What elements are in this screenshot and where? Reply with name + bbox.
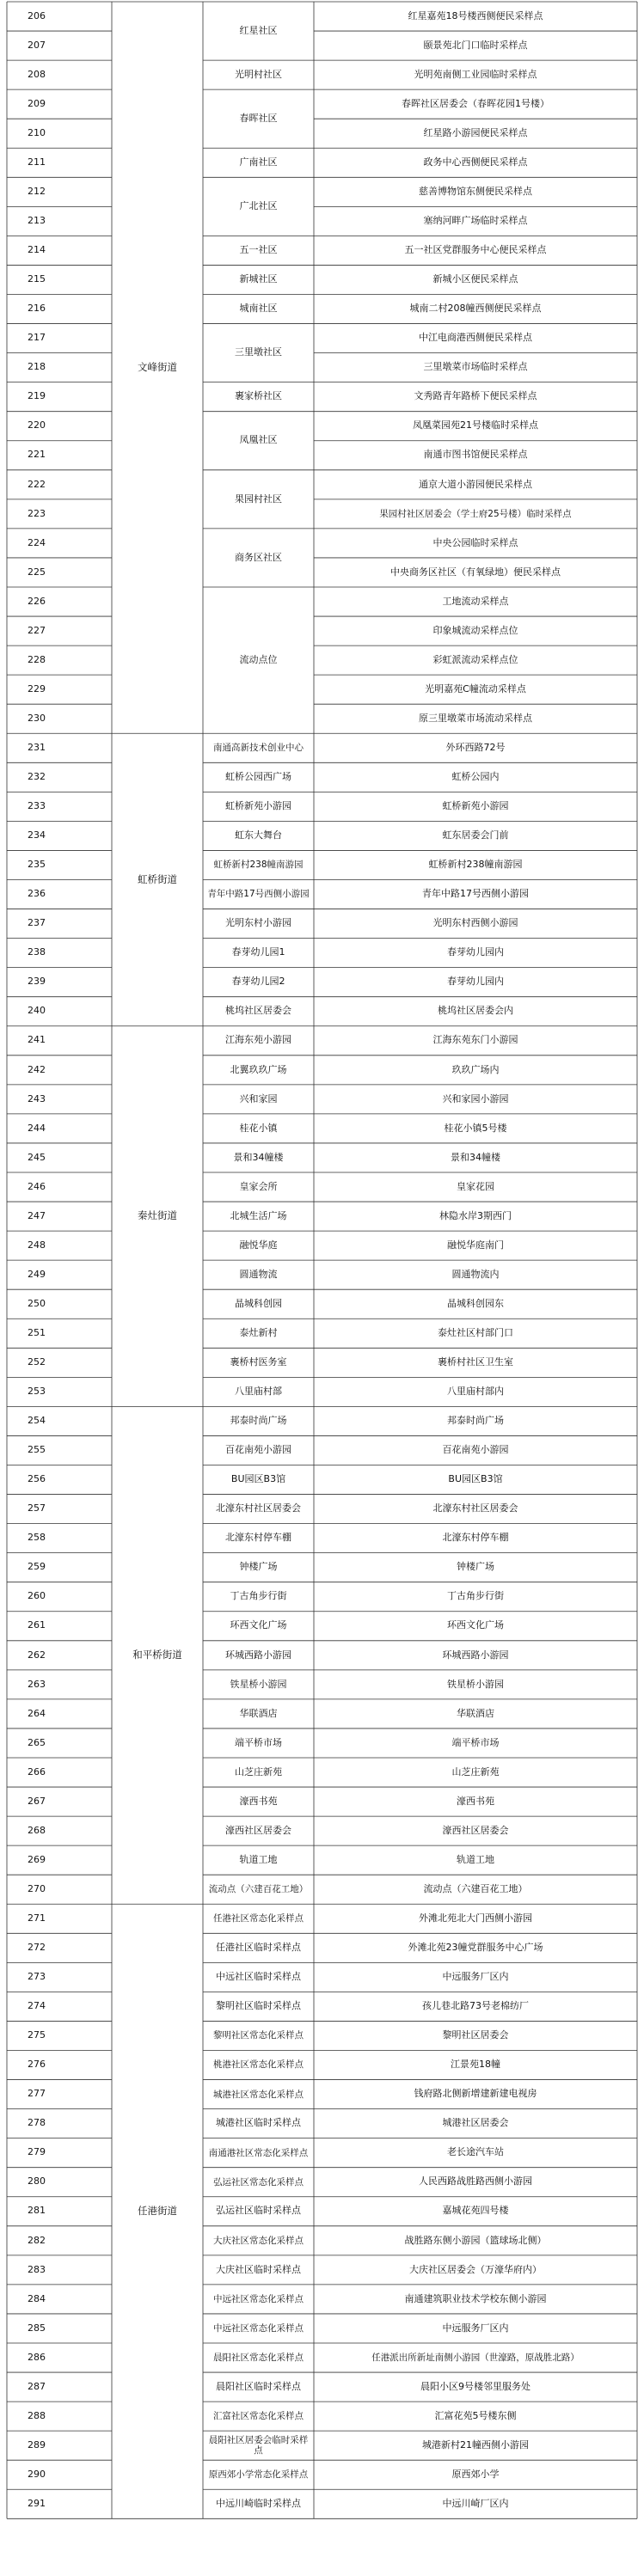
- site-address: 南通市图书馆便民采样点: [423, 449, 528, 461]
- community-name: 任港社区常态化采样点: [213, 1913, 304, 1924]
- street-name: 虹桥街道: [138, 872, 177, 885]
- community-name: 晨阳社区临时采样点: [216, 2380, 301, 2392]
- row-number: 262: [28, 1649, 46, 1661]
- row-number: 269: [28, 1853, 46, 1865]
- community-name: 广南社区: [239, 156, 278, 168]
- community-name: 裹桥村医务室: [230, 1356, 287, 1368]
- community-name: 晶城科创园: [235, 1297, 282, 1309]
- row-number: 287: [28, 2380, 46, 2392]
- row-number: 234: [28, 829, 46, 841]
- row-number: 233: [28, 800, 46, 812]
- community-name: 环西文化广场: [230, 1619, 287, 1631]
- site-address: 玖玖广场内: [451, 1063, 500, 1075]
- site-address: 晶城科创园东: [447, 1297, 504, 1309]
- site-address: 光明苑南侧工业园临时采样点: [414, 68, 537, 80]
- site-address: 桃坞社区居委会内: [438, 1005, 513, 1017]
- row-number: 283: [28, 2263, 46, 2275]
- community-name: 皇家会所: [239, 1180, 278, 1192]
- site-address: 皇家花园: [457, 1180, 494, 1192]
- community-name: 晨阳社区居委会临时采样点: [208, 2435, 309, 2457]
- row-number: 221: [28, 449, 46, 461]
- row-number: 247: [28, 1209, 46, 1221]
- site-address: 华联酒店: [457, 1707, 494, 1719]
- community-name: 环城西路小游园: [225, 1649, 291, 1661]
- community-name: 广北社区: [239, 200, 278, 212]
- row-number: 249: [28, 1268, 46, 1280]
- site-address: 江海东苑东门小游园: [432, 1034, 518, 1046]
- row-number: 212: [28, 186, 46, 197]
- site-address: 彩虹派流动采样点位: [432, 653, 518, 665]
- row-number: 223: [28, 507, 46, 519]
- row-number: 286: [28, 2351, 46, 2363]
- community-name: 南通高新技术创业中心: [213, 743, 304, 754]
- row-number: 237: [28, 917, 46, 929]
- row-number: 226: [28, 595, 46, 607]
- site-address: 八里庙村部内: [447, 1386, 504, 1398]
- site-address: 外滩北苑北大门西侧小游园: [419, 1912, 532, 1924]
- community-name: 晨阳社区常态化采样点: [213, 2352, 304, 2363]
- site-address: 外环西路72号: [445, 741, 506, 753]
- community-name: 中远社区常态化采样点: [213, 2322, 304, 2334]
- street-name: 文峰街道: [138, 361, 177, 374]
- row-number: 225: [28, 566, 46, 578]
- row-number: 238: [28, 946, 46, 958]
- row-number: 214: [28, 244, 46, 256]
- community-name: 铁星桥小游园: [230, 1678, 287, 1690]
- community-name: 端平桥市场: [235, 1736, 282, 1748]
- site-address: 慈善博物馆东侧便民采样点: [419, 186, 532, 197]
- site-address: 钟楼广场: [457, 1561, 494, 1573]
- site-address: 战胜路东侧小游园（篮球场北侧）: [404, 2234, 547, 2246]
- row-number: 206: [28, 9, 46, 21]
- site-address: 融悦华庭南门: [447, 1239, 504, 1251]
- community-name: 弘运社区常态化采样点: [213, 2176, 304, 2187]
- row-number: 224: [28, 536, 46, 548]
- site-address: 中远服务厂区内: [442, 2322, 509, 2334]
- row-number: 277: [28, 2088, 46, 2100]
- community-name: 南通港社区常态化采样点: [208, 2147, 309, 2158]
- site-address: 泰灶社区村部门口: [438, 1326, 513, 1338]
- community-name: 三里墩社区: [235, 346, 282, 358]
- site-address: 塞纳河畔广场临时采样点: [423, 215, 528, 227]
- community-name: 中远社区临时采样点: [216, 1971, 301, 1983]
- community-name: 弘运社区临时采样点: [216, 2205, 301, 2217]
- row-number: 291: [28, 2497, 46, 2509]
- row-number: 257: [28, 1502, 46, 1514]
- row-number: 211: [28, 156, 46, 168]
- street-name: 和平桥街道: [132, 1649, 182, 1661]
- row-number: 228: [28, 653, 46, 665]
- row-number: 284: [28, 2292, 46, 2304]
- community-name: 黎明社区临时采样点: [216, 2000, 301, 2012]
- community-name: 大庆社区常态化采样点: [213, 2235, 304, 2246]
- community-name: 光明东村小游园: [225, 917, 291, 929]
- site-address: 通京大道小游园便民采样点: [419, 478, 532, 490]
- site-address: 中央商务区社区（有氧绿地）便民采样点: [390, 566, 561, 578]
- community-name: 虹东大舞台: [235, 829, 282, 841]
- row-number: 229: [28, 682, 46, 694]
- site-address: 轨道工地: [457, 1853, 494, 1865]
- site-address: 大庆社区居委会（万濠华府内）: [409, 2263, 542, 2275]
- site-address: 城港新村21幢西侧小游园: [422, 2438, 529, 2451]
- row-number: 242: [28, 1063, 46, 1075]
- community-name: 春芽幼儿园1: [231, 946, 285, 958]
- row-number: 227: [28, 624, 46, 636]
- site-address: 原西郊小学: [451, 2468, 500, 2480]
- community-name: 桃坞社区居委会: [225, 1005, 291, 1017]
- site-address: 流动点（六建百花工地）: [423, 1882, 528, 1894]
- site-address: 景和34幢楼: [451, 1151, 500, 1163]
- site-address: 凤凰菜园苑21号楼临时采样点: [413, 419, 538, 431]
- community-name: 北濠东村社区居委会: [216, 1502, 301, 1514]
- row-number: 230: [28, 712, 46, 724]
- row-number: 250: [28, 1297, 46, 1309]
- site-address: 中远川崎厂区内: [442, 2497, 509, 2509]
- row-number: 246: [28, 1180, 46, 1192]
- row-number: 240: [28, 1005, 46, 1017]
- row-number: 273: [28, 1971, 46, 1983]
- community-name: 中远社区常态化采样点: [213, 2293, 304, 2304]
- community-name: 江海东苑小游园: [225, 1034, 291, 1046]
- row-number: 279: [28, 2146, 46, 2158]
- site-address: 城港社区居委会: [442, 2117, 509, 2129]
- site-address: 青年中路17号西侧小游园: [422, 888, 529, 900]
- community-name: 钟楼广场: [239, 1561, 278, 1573]
- row-number: 252: [28, 1356, 46, 1368]
- site-address: 红星路小游园便民采样点: [423, 126, 528, 138]
- community-name: 五一社区: [239, 244, 278, 256]
- site-address: 中远服务厂区内: [442, 1971, 509, 1983]
- site-address: 濠西书苑: [457, 1795, 494, 1807]
- site-address: 丁古角步行街: [447, 1590, 504, 1602]
- row-number: 265: [28, 1736, 46, 1748]
- row-number: 208: [28, 68, 46, 80]
- site-address: 颐景苑北门口临时采样点: [423, 39, 528, 51]
- site-address: 文秀路青年路桥下便民采样点: [414, 390, 537, 402]
- site-address: 工地流动采样点: [442, 595, 509, 607]
- community-name: 丁古角步行街: [230, 1590, 287, 1602]
- row-number: 219: [28, 390, 46, 402]
- community-name: 城港社区常态化采样点: [213, 2089, 304, 2100]
- community-name: 春晖社区: [239, 112, 278, 124]
- site-address: 新城小区便民采样点: [432, 273, 518, 285]
- site-address: 端平桥市场: [451, 1736, 500, 1748]
- site-address: 外滩北苑23幢党群服务中心广场: [408, 1942, 543, 1953]
- site-address: 江景苑18幢: [451, 2059, 500, 2071]
- row-number: 289: [28, 2438, 46, 2451]
- community-name: 融悦华庭: [239, 1239, 278, 1251]
- site-address: 中江电商港西侧便民采样点: [419, 332, 532, 344]
- row-number: 215: [28, 273, 46, 285]
- street-name: 秦灶街道: [138, 1209, 177, 1222]
- row-number: 253: [28, 1386, 46, 1398]
- row-number: 241: [28, 1034, 46, 1046]
- site-address: 光明东村西侧小游园: [432, 917, 518, 929]
- site-address: 城南二村208幢西侧便民采样点: [409, 303, 542, 315]
- site-address: 百花南苑小游园: [442, 1444, 509, 1456]
- row-number: 235: [28, 859, 46, 871]
- site-address: 嘉城花苑四号楼: [442, 2205, 509, 2217]
- row-number: 288: [28, 2409, 46, 2421]
- row-number: 248: [28, 1239, 46, 1251]
- row-number: 276: [28, 2059, 46, 2071]
- row-number: 259: [28, 1561, 46, 1573]
- site-address: 政务中心西侧便民采样点: [423, 156, 528, 168]
- community-name: 汇富社区常态化采样点: [213, 2411, 304, 2422]
- row-number: 209: [28, 97, 46, 109]
- community-name: 黎明社区常态化采样点: [213, 2030, 304, 2041]
- row-number: 251: [28, 1326, 46, 1338]
- row-number: 218: [28, 361, 46, 373]
- row-number: 264: [28, 1707, 46, 1719]
- row-number: 282: [28, 2234, 46, 2246]
- row-number: 207: [28, 39, 46, 51]
- community-name: 虹桥公园西广场: [225, 771, 291, 782]
- row-number: 270: [28, 1882, 46, 1894]
- community-name: 北城生活广场: [230, 1209, 287, 1221]
- site-address: 汇富花苑5号楼东侧: [434, 2409, 517, 2421]
- community-name: 北濠东村停车棚: [225, 1532, 291, 1544]
- row-number: 217: [28, 332, 46, 344]
- row-number: 272: [28, 1942, 46, 1953]
- community-name: 青年中路17号西侧小游园: [207, 889, 310, 900]
- site-address: 山芝庄新苑: [451, 1765, 500, 1778]
- site-address: 果园村社区居委会（学士府25号楼）临时采样点: [379, 508, 572, 519]
- site-address: 老长途汽车站: [447, 2146, 504, 2158]
- community-name: 春芽幼儿园2: [231, 976, 285, 988]
- site-address: 兴和家园小游园: [442, 1092, 509, 1104]
- site-address: 裹桥村社区卫生室: [438, 1356, 513, 1368]
- row-number: 255: [28, 1444, 46, 1456]
- community-name: 凤凰社区: [239, 434, 278, 446]
- site-address: 晨阳小区9号楼邻里服务处: [420, 2380, 531, 2392]
- site-address: 北濠东村停车棚: [442, 1532, 509, 1544]
- community-name: 流动点位: [239, 653, 278, 665]
- site-address: 五一社区党群服务中心便民采样点: [404, 244, 547, 256]
- site-address: 虹桥新苑小游园: [442, 800, 509, 812]
- row-number: 278: [28, 2117, 46, 2129]
- site-address: 林隐水岸3期西门: [439, 1209, 512, 1221]
- site-address: 濠西社区居委会: [442, 1824, 509, 1836]
- community-name: 城港社区临时采样点: [216, 2117, 301, 2129]
- community-name: 泰灶新村: [239, 1326, 278, 1338]
- site-address: 环西文化广场: [447, 1619, 504, 1631]
- community-name: 景和34幢楼: [233, 1151, 284, 1163]
- community-name: 桃港社区常态化采样点: [213, 2059, 304, 2071]
- community-name: 中远川崎临时采样点: [216, 2497, 301, 2509]
- row-number: 239: [28, 976, 46, 988]
- row-number: 254: [28, 1415, 46, 1427]
- row-number: 263: [28, 1678, 46, 1690]
- community-name: 商务区社区: [235, 551, 282, 563]
- community-name: 濠西社区居委会: [225, 1824, 291, 1836]
- row-number: 267: [28, 1795, 46, 1807]
- row-number: 266: [28, 1765, 46, 1778]
- community-name: 兴和家园: [239, 1092, 278, 1104]
- site-address: 圆通物流内: [451, 1268, 500, 1280]
- site-address: 环城西路小游园: [442, 1649, 509, 1661]
- site-address: 虹桥新村238幢南游园: [428, 859, 523, 871]
- row-number: 285: [28, 2322, 46, 2334]
- row-number: 222: [28, 478, 46, 490]
- community-name: 大庆社区临时采样点: [216, 2263, 301, 2275]
- community-name: 光明村社区: [235, 68, 282, 80]
- community-name: 北翼玖玖广场: [230, 1063, 287, 1075]
- site-address: 春芽幼儿园内: [447, 976, 504, 988]
- site-address: 三里墩菜市场临时采样点: [423, 361, 528, 373]
- row-number: 271: [28, 1912, 46, 1924]
- community-name: BU园区B3馆: [230, 1473, 286, 1485]
- row-number: 236: [28, 888, 46, 900]
- row-number: 231: [28, 741, 46, 753]
- site-address: 中央公园临时采样点: [432, 536, 518, 548]
- site-address: 铁星桥小游园: [447, 1678, 504, 1690]
- site-address: 印象城流动采样点位: [432, 624, 518, 636]
- community-name: 桂花小镇: [239, 1122, 278, 1134]
- row-number: 210: [28, 126, 46, 138]
- row-number: 280: [28, 2175, 46, 2187]
- site-address: 春芽幼儿园内: [447, 946, 504, 958]
- site-address: 人民西路战胜路西侧小游园: [419, 2175, 532, 2187]
- row-number: 216: [28, 303, 46, 315]
- community-name: 濠西书苑: [239, 1795, 278, 1807]
- row-number: 281: [28, 2205, 46, 2217]
- row-number: 213: [28, 215, 46, 227]
- row-number: 244: [28, 1122, 46, 1134]
- row-number: 258: [28, 1532, 46, 1544]
- community-name: 新城社区: [239, 273, 278, 285]
- row-number: 275: [28, 2029, 46, 2041]
- row-number: 274: [28, 2000, 46, 2012]
- row-number: 220: [28, 419, 46, 431]
- community-name: 虹桥新苑小游园: [225, 800, 291, 812]
- community-name: 虹桥新村238幢南游园: [213, 860, 304, 871]
- community-name: 红星社区: [239, 24, 278, 36]
- community-name: 城南社区: [239, 303, 278, 315]
- community-name: 圆通物流: [239, 1268, 278, 1280]
- community-name: 任港社区临时采样点: [216, 1942, 301, 1953]
- community-name: 山芝庄新苑: [235, 1765, 282, 1778]
- community-name: 百花南苑小游园: [225, 1444, 291, 1456]
- community-name: 邦泰时尚广场: [230, 1415, 287, 1427]
- site-address: 春晖社区居委会（春晖花园1号楼）: [402, 97, 549, 109]
- site-address: 光明嘉苑C幢流动采样点: [425, 682, 526, 694]
- site-address: 邦泰时尚广场: [447, 1415, 504, 1427]
- site-address: 虹东居委会门前: [442, 829, 509, 841]
- street-name: 任港街道: [138, 2205, 177, 2218]
- row-number: 268: [28, 1824, 46, 1836]
- site-address: 北濠东村社区居委会: [432, 1502, 518, 1514]
- site-address: 任港派出所新址南侧小游园（世濠路，原战胜北路）: [371, 2352, 580, 2363]
- site-address: 桂花小镇5号楼: [444, 1122, 507, 1134]
- row-number: 243: [28, 1092, 46, 1104]
- row-number: 256: [28, 1473, 46, 1485]
- site-address: 原三里墩菜市场流动采样点: [419, 712, 532, 724]
- row-number: 260: [28, 1590, 46, 1602]
- site-address: 南通建筑职业技术学校东侧小游园: [404, 2292, 547, 2304]
- site-address: 红星嘉苑18号楼西侧便民采样点: [408, 9, 543, 21]
- row-number: 245: [28, 1151, 46, 1163]
- community-name: 果园村社区: [235, 493, 282, 505]
- community-name: 华联酒店: [239, 1707, 278, 1719]
- site-address: BU园区B3馆: [448, 1473, 503, 1485]
- site-address: 孩儿巷北路73号老棉纺厂: [422, 2000, 529, 2012]
- community-name: 流动点（六建百花工地）: [208, 1884, 309, 1895]
- site-address: 钱府路北侧新增建新建电视房: [414, 2088, 537, 2100]
- row-number: 261: [28, 1619, 46, 1631]
- community-name: 轨道工地: [239, 1853, 278, 1865]
- community-name: 裹家桥社区: [235, 390, 282, 402]
- community-name: 八里庙村部: [235, 1386, 282, 1398]
- site-address: 虹桥公园内: [451, 771, 500, 782]
- community-name: 原西郊小学常态化采样点: [208, 2469, 309, 2481]
- row-number: 232: [28, 771, 46, 782]
- site-address: 黎明社区居委会: [442, 2029, 509, 2041]
- row-number: 290: [28, 2468, 46, 2480]
